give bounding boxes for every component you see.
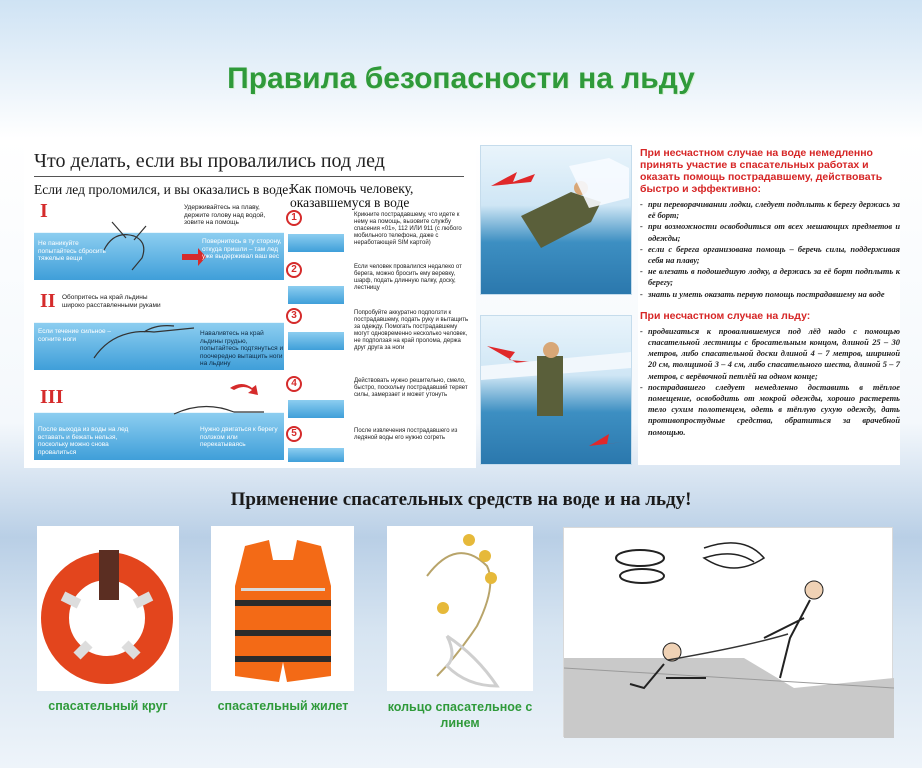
step-number: 1	[286, 210, 302, 226]
stage-note: Удерживайтесь на плаву, держите голову над водой, зовите на помощь	[184, 204, 266, 226]
stage-number: I	[40, 200, 48, 222]
life-vest-icon	[211, 526, 354, 691]
stage-note: Наваливтесь на край льдины грудью, попытайтесь подтянуться и поочередно вытащить ноги на льдину	[200, 330, 284, 367]
line-rescue-illustration	[564, 528, 894, 738]
rule-item: - если с берега организована помощь – беречь силы, поддерживая себя на плаву;	[638, 244, 900, 266]
poster-title: Правила безопасности на льду	[227, 62, 695, 95]
stage-number: II	[40, 290, 56, 312]
step-text: Попробуйте аккуратно подползти к пострадавшему, подать руку и вытащить за одежду. Помогать пострадавшему могут одновременно несколько человек, не подползая на край пролома, держа друг друга за ноги	[354, 310, 469, 351]
life-ring-icon	[37, 526, 179, 691]
help-others-heading: Как помочь человеку, оказавшемуся в воде	[290, 181, 414, 210]
life-ring-label: спасательный круг	[48, 699, 168, 713]
rescue-line-card	[387, 526, 533, 691]
stage-note: Если течение сильное – согните ноги	[38, 328, 111, 343]
rescue-line-icon	[387, 526, 533, 691]
swimmer-illustration	[480, 145, 632, 295]
help-step	[286, 208, 472, 260]
step-number: 2	[286, 262, 302, 278]
stage-two-illustration	[34, 288, 284, 370]
stage-three-illustration	[34, 378, 284, 460]
life-vest-card	[211, 526, 354, 691]
direction-arrow	[589, 434, 623, 446]
help-step	[286, 374, 472, 426]
ice-accident-heading: При несчастном случае на льду:	[640, 309, 811, 322]
rescue-equipment-title: Применение спасательных средств на воде и на льду!	[230, 489, 692, 510]
stage-note: После выхода из воды на лед вставать и бежать нельзя, поскольку можно снова провалиться	[38, 426, 129, 456]
water-accident-heading: При несчастном случае на воде немедленно принять участие в спасательных работах и оказать помощь пострадавшему, действовать быстро и эффективно:	[640, 147, 883, 195]
rule-item: - продвигаться к провалившемуся под лёд надо с помощью спасательной лестницы с бросательным концом, длиной 25 – 30 метров, либо спасательной доски длиной 4 – 7 метров, шириной 20 см, толщиной 3 – 4 см, либо спасательного шеста, длиной 5 – 7 метров, с верёвочной петлёй на одном конце;	[638, 326, 900, 382]
rescue-illustrations	[480, 145, 632, 465]
stage-one-illustration	[34, 198, 284, 280]
ice-rules-list	[638, 326, 900, 438]
stage-note: Не паникуйте попытайтесь сбросить тяжелые вещи	[38, 240, 106, 262]
step-illustration	[288, 442, 344, 462]
rule-item: - пострадавшего следует немедленно доставить в тёплое помещение, освободить от мокрой одежды, хорошо растереть тело сухим полотенцем, одеть в тёплую сухую одежду, дать противопростудные средства, обратиться за врачебной помощью.	[638, 382, 900, 438]
self-rescue-heading: Если лед проломился, и вы оказались в воде:	[34, 182, 293, 197]
stage-note: Обопритесь на край льдины широко расставленными руками	[62, 294, 161, 309]
help-step	[286, 424, 472, 466]
rescue-line-label: кольцо спасательное с линем	[387, 700, 533, 730]
step-text: Если человек провалился недалеко от берега, можно бросить ему веревку, шарф, подать длинную палку, доску, лестницу	[354, 264, 462, 291]
step-illustration	[288, 324, 344, 350]
climbing-illustration	[480, 315, 632, 465]
stage-note: Нужно двигаться к берегу ползком или перекатываясь	[200, 426, 278, 448]
water-rules-list	[638, 199, 900, 300]
step-illustration	[288, 392, 344, 418]
step-illustration	[288, 226, 344, 252]
what-to-do-panel	[24, 140, 476, 468]
rule-item: - не влезать в подошедшую лодку, а держась за её борт подплыть к берегу;	[638, 266, 900, 288]
life-vest-label: спасательный жилет	[217, 699, 349, 713]
step-illustration	[288, 278, 344, 304]
life-ring-card	[37, 526, 179, 691]
direction-arrow	[491, 172, 535, 186]
step-text: После извлечения пострадавшего из ледяной воды его нужно согреть	[354, 428, 458, 441]
rule-item: - знать и уметь оказать первую помощь пострадавшему на воде	[638, 289, 900, 300]
stage-note: Повернитесь в ту сторону, откуда пришли – там лед уже выдерживал ваш вес	[202, 238, 282, 260]
help-step	[286, 306, 472, 370]
line-rescue-scene	[563, 527, 893, 737]
step-text: Действовать нужно решительно, смело, быстро, поскольку пострадавший теряет силы, замерзает и может утонуть	[354, 378, 468, 398]
accident-rules-panel	[638, 147, 900, 465]
help-step	[286, 260, 472, 312]
stage-number: III	[40, 386, 64, 408]
rule-item: - при возможности освободиться от всех мешающих предметов и одежды;	[638, 221, 900, 243]
step-text: Крикните пострадавшему, что идете к нему на помощь, вызовите службу спасения «01», 112 ИЛИ 911 (с любого мобильного телефона, даже с неработающей SIM картой)	[354, 212, 462, 246]
swimmer-figure	[481, 146, 633, 296]
what-to-do-heading: Что делать, если вы провалились под лед	[34, 150, 464, 177]
step-number: 4	[286, 376, 302, 392]
step-number: 5	[286, 426, 302, 442]
climber-figure	[481, 316, 633, 466]
roll-arrow	[230, 384, 258, 395]
rule-item: - при переворачивании лодки, следует подплыть к берегу держась за её борт;	[638, 199, 900, 221]
step-number: 3	[286, 308, 302, 324]
